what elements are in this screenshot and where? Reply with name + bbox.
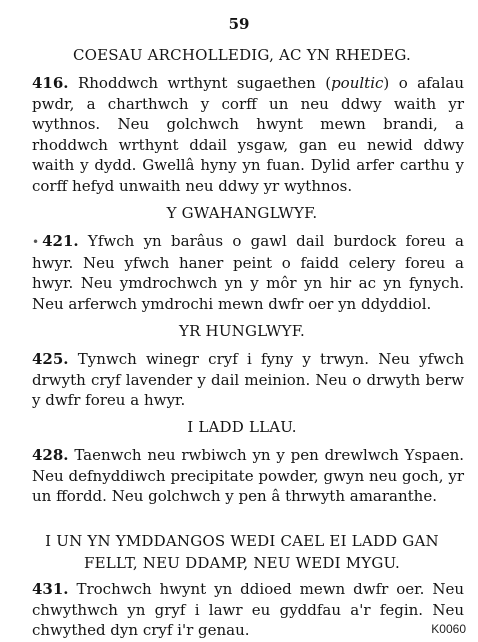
paragraph-421 xyxy=(32,231,464,314)
paragraph-number: 421. xyxy=(42,232,79,250)
paragraph-text: ) o afalau pwdr, a charthwch y corff un neu ddwy waith yr wythnos. Neu golchwch hwynt mewn brandi, a rhoddwch wrthynt ddail ysgaw, gan eu newid ddwy waith y dydd. Gwellâ hyny yn fuan. Dylid arfer carthu y corff hefyd unwaith neu ddwy yr wythnos. xyxy=(32,74,464,195)
section-heading-coesau: COESAU ARCHOLLEDIG, AC YN RHEDEG. xyxy=(72,46,412,64)
paragraph-text: Rhoddwch wrthynt sugaethen ( xyxy=(68,74,332,92)
page-number: 59 xyxy=(228,15,250,33)
paragraph-text: Trochwch hwynt yn ddioed mewn dwfr oer. Neu chwythwch yn gryf i lawr eu gyddfau a'r fegin. Neu chwythed dyn cryf i'r genau. xyxy=(32,580,464,639)
paragraph-428 xyxy=(32,445,464,507)
section-heading-lladd-llau: I LADD LLAU. xyxy=(187,418,297,436)
paragraph-431 xyxy=(32,579,464,641)
paragraph-margin-mark: • xyxy=(32,235,40,249)
paragraph-number: 431. xyxy=(32,580,69,598)
paragraph-italic-term: poultic xyxy=(331,74,384,92)
paragraph-text: Yfwch yn barâus o gawl dail burdock foreu a hwyr. Neu yfwch haner peint o faidd celery foreu a hwyr. Neu ymdrochwch yn y môr yn hir ac yn fynych. Neu arferwch ymdrochi mewn dwfr oer yn ddyddiol. xyxy=(32,232,464,313)
paragraph-text: Taenwch neu rwbiwch yn y pen drewlwch Yspaen. Neu defnyddiwch precipitate powder, gwyn neu goch, yr un ffordd. Neu golchwch y pen â thrwyth amaranthe. xyxy=(32,446,464,505)
section-heading-gwahanglwyf: Y GWAHANGLWYF. xyxy=(166,204,318,222)
section-heading-fellt xyxy=(20,530,464,574)
section-heading-line: I UN YN YMDDANGOS WEDI CAEL EI LADD GAN xyxy=(45,532,439,550)
section-heading-line: FELLT, NEU DDAMP, NEU WEDI MYGU. xyxy=(84,554,400,572)
section-heading-hunglwyf: YR HUNGLWYF. xyxy=(178,322,305,340)
paragraph-number: 416. xyxy=(32,74,69,92)
paragraph-number: 425. xyxy=(32,350,69,368)
paragraph-text: Tynwch winegr cryf i fyny y trwyn. Neu yfwch drwyth cryf lavender y dail meinion. Neu o drwyth berw y dwfr foreu a hwyr. xyxy=(32,350,464,409)
paragraph-416 xyxy=(32,73,464,196)
paragraph-425 xyxy=(32,349,464,411)
paragraph-number: 428. xyxy=(32,446,69,464)
archive-code-label: K0060 xyxy=(431,622,466,636)
